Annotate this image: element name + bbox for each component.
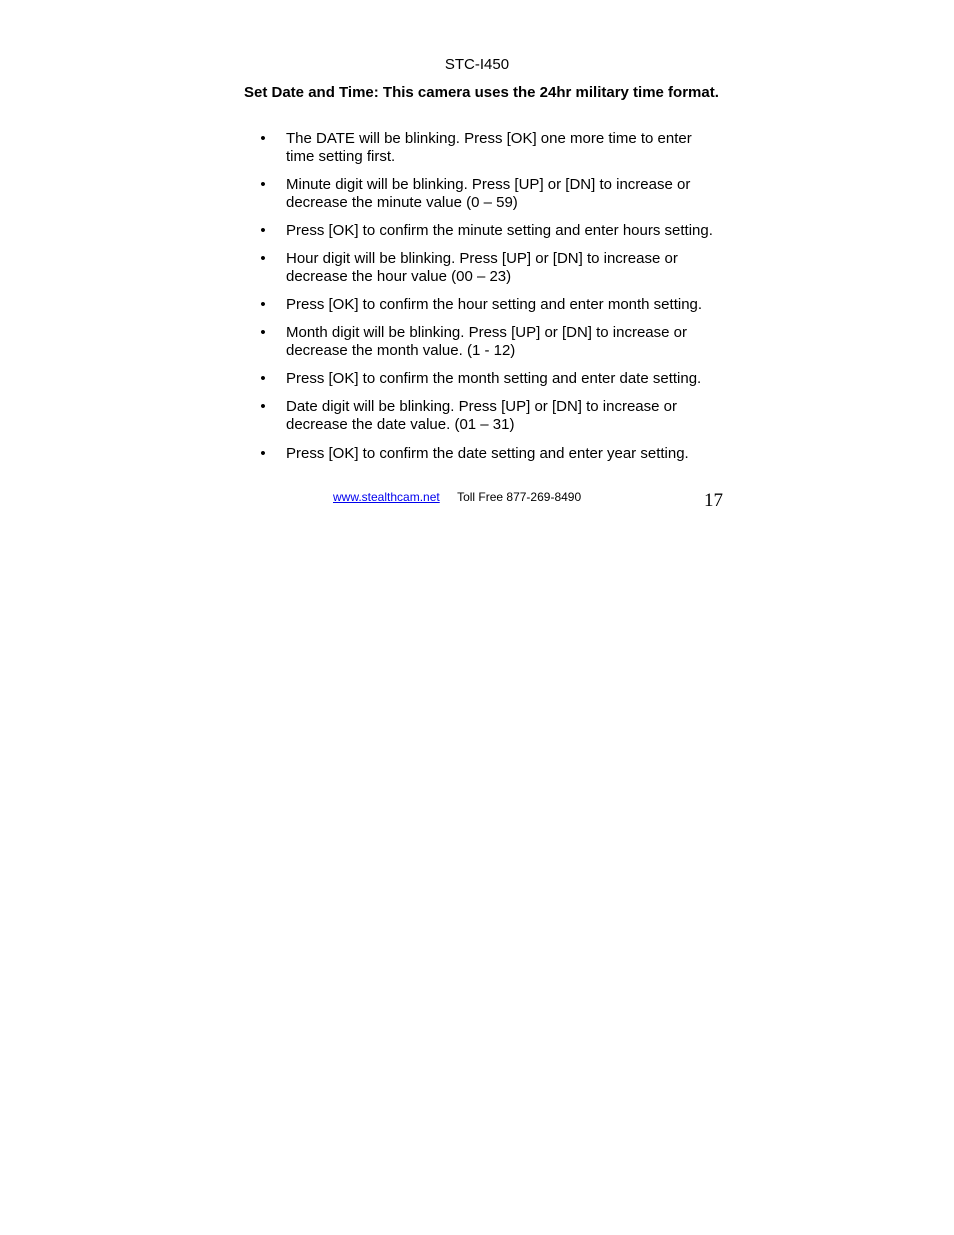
bullet-icon: • [260, 445, 266, 462]
list-item-text: Date digit will be blinking. Press [UP] or [DN] to increase or decrease the date value. (01 – 31) [286, 398, 677, 433]
list-item-text: The DATE will be blinking. Press [OK] one more time to enter time setting first. [286, 130, 692, 165]
list-item [244, 370, 724, 388]
list-item [244, 398, 724, 434]
bullet-icon: • [260, 176, 266, 193]
list-item [244, 324, 724, 360]
page-number: 17 [704, 490, 723, 511]
list-item [244, 222, 724, 240]
website-link[interactable]: www.stealthcam.net [333, 490, 440, 504]
list-item-text: Press [OK] to confirm the minute setting and enter hours setting. [286, 222, 713, 239]
bullet-icon: • [260, 296, 266, 313]
list-item [244, 296, 724, 314]
instruction-list [244, 130, 724, 473]
list-item-text: Press [OK] to confirm the date setting and enter year setting. [286, 445, 689, 462]
page-footer [333, 489, 581, 505]
bullet-icon: • [260, 222, 266, 239]
list-item-text: Hour digit will be blinking. Press [UP] or [DN] to increase or decrease the hour value (00 – 23) [286, 250, 678, 285]
list-item-text: Press [OK] to confirm the hour setting and enter month setting. [286, 296, 703, 313]
list-item [244, 250, 724, 286]
list-item [244, 176, 724, 212]
header-model-name: STC-I450 [444, 56, 510, 73]
toll-free-phone: Toll Free 877-269-8490 [457, 490, 582, 504]
list-item-text: Minute digit will be blinking. Press [UP] or [DN] to increase or decrease the minute value (0 – 59) [286, 176, 691, 211]
bullet-icon: • [260, 130, 266, 147]
section-heading: Set Date and Time: This camera uses the 24hr military time format. [244, 84, 719, 101]
bullet-icon: • [260, 370, 266, 387]
bullet-icon: • [260, 324, 266, 341]
bullet-icon: • [260, 398, 266, 415]
bullet-icon: • [260, 250, 266, 267]
list-item [244, 130, 724, 166]
list-item-text: Press [OK] to confirm the month setting and enter date setting. [286, 370, 702, 387]
list-item [244, 445, 724, 463]
list-item-text: Month digit will be blinking. Press [UP] or [DN] to increase or decrease the month value. (1 - 12) [286, 324, 687, 359]
